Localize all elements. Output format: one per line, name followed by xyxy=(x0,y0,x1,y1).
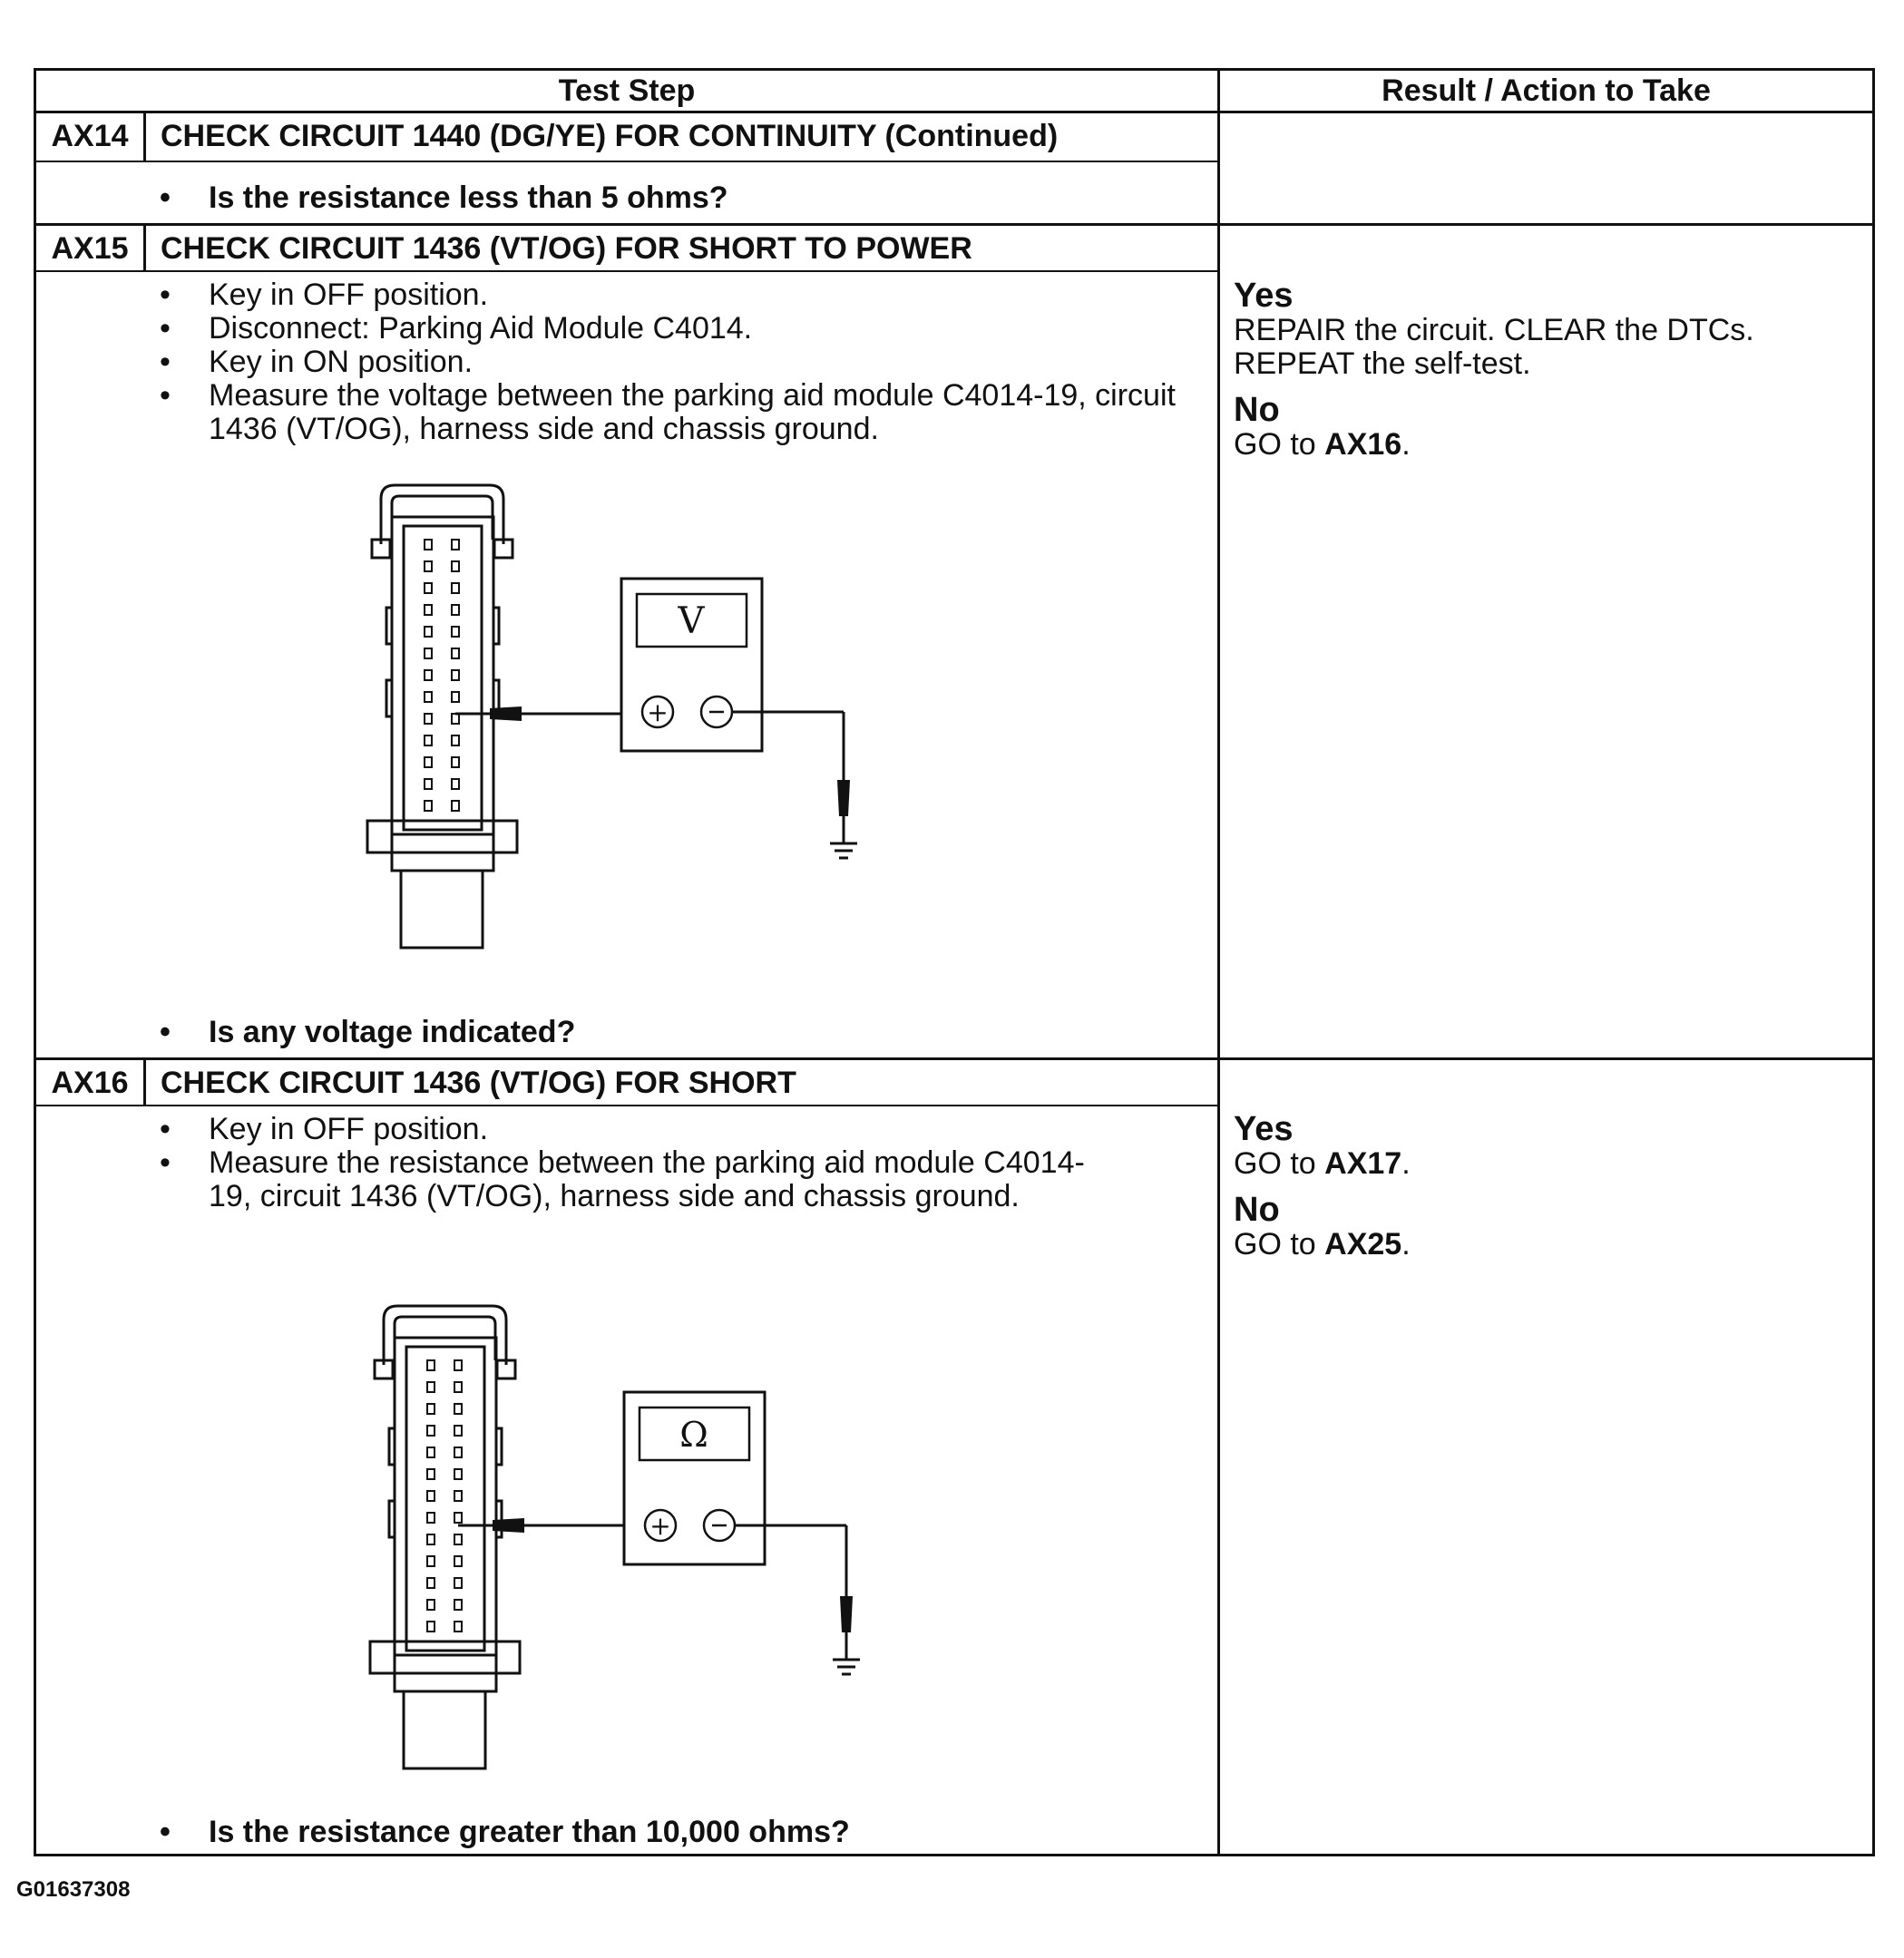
question-item: • Is the resistance less than 5 ohms? xyxy=(160,181,1203,215)
result-yes-action: GO to AX17. xyxy=(1234,1146,1411,1181)
voltmeter-diagram xyxy=(354,472,880,961)
instruction-item: • Key in OFF position. xyxy=(160,278,1203,312)
result-yes-label: Yes xyxy=(1234,277,1294,315)
result-no-action: GO to AX25. xyxy=(1234,1227,1411,1261)
instruction-item: • Key in OFF position. xyxy=(160,1113,1112,1146)
chassis-ground-icon xyxy=(830,843,857,858)
column-header-result: Result / Action to Take xyxy=(1382,73,1711,108)
instruction-item: • Measure the resistance between the parking aid module C4014-19, circuit 1436 (VT/OG), harness side and chassis ground. xyxy=(160,1146,1112,1213)
result-no-action: GO to AX16. xyxy=(1234,427,1411,462)
step-title-ax14: CHECK CIRCUIT 1440 (DG/YE) FOR CONTINUITY (Continued) xyxy=(161,119,1059,153)
step-question-ax16 xyxy=(160,1816,1203,1849)
question-item: • Is the resistance greater than 10,000 ohms? xyxy=(160,1816,1203,1849)
step-id-ax15: AX15 xyxy=(51,231,129,266)
ohmmeter-diagram xyxy=(356,1292,883,1782)
multimeter-icon xyxy=(624,1392,765,1564)
connector-pins xyxy=(425,540,459,811)
result-ax15 xyxy=(1234,278,1860,462)
meter-display-symbol: Ω xyxy=(679,1415,708,1455)
meter-display-symbol: V xyxy=(678,600,705,642)
chassis-ground-icon xyxy=(833,1660,860,1674)
result-yes-line: REPEAT the self-test. xyxy=(1234,346,1531,381)
instruction-item: • Key in ON position. xyxy=(160,346,1203,379)
step-instructions-ax15 xyxy=(160,278,1203,446)
svg-text:+: + xyxy=(649,1511,671,1541)
step-reference-ax17[interactable]: AX17 xyxy=(1324,1146,1402,1181)
step-title-ax15: CHECK CIRCUIT 1436 (VT/OG) FOR SHORT TO POWER xyxy=(161,231,972,266)
step-id-ax14: AX14 xyxy=(51,119,129,153)
step-reference-ax16[interactable]: AX16 xyxy=(1324,427,1402,462)
instruction-item: • Measure the voltage between the parking aid module C4014-19, circuit 1436 (VT/OG), harness side and chassis ground. xyxy=(160,379,1203,446)
question-item: • Is any voltage indicated? xyxy=(160,1016,1203,1049)
result-yes-line: REPAIR the circuit. CLEAR the DTCs. xyxy=(1234,313,1754,347)
step-id-ax16: AX16 xyxy=(51,1066,129,1100)
result-no-label: No xyxy=(1234,391,1280,429)
result-no-label: No xyxy=(1234,1191,1280,1229)
result-ax16 xyxy=(1234,1111,1860,1261)
multimeter-icon xyxy=(621,579,762,751)
connector-pins xyxy=(427,1360,462,1632)
svg-text:+: + xyxy=(647,697,669,727)
step-reference-ax25[interactable]: AX25 xyxy=(1324,1227,1402,1261)
step-question-ax14 xyxy=(160,181,1203,215)
step-question-ax15 xyxy=(160,1016,1203,1049)
instruction-item: • Disconnect: Parking Aid Module C4014. xyxy=(160,312,1203,346)
step-title-ax16: CHECK CIRCUIT 1436 (VT/OG) FOR SHORT xyxy=(161,1066,796,1100)
connector-c4014-icon xyxy=(370,1306,520,1768)
step-instructions-ax16 xyxy=(160,1113,1112,1213)
column-header-test-step: Test Step xyxy=(558,73,696,108)
figure-id: G01637308 xyxy=(16,1877,131,1902)
result-yes-label: Yes xyxy=(1234,1110,1294,1148)
